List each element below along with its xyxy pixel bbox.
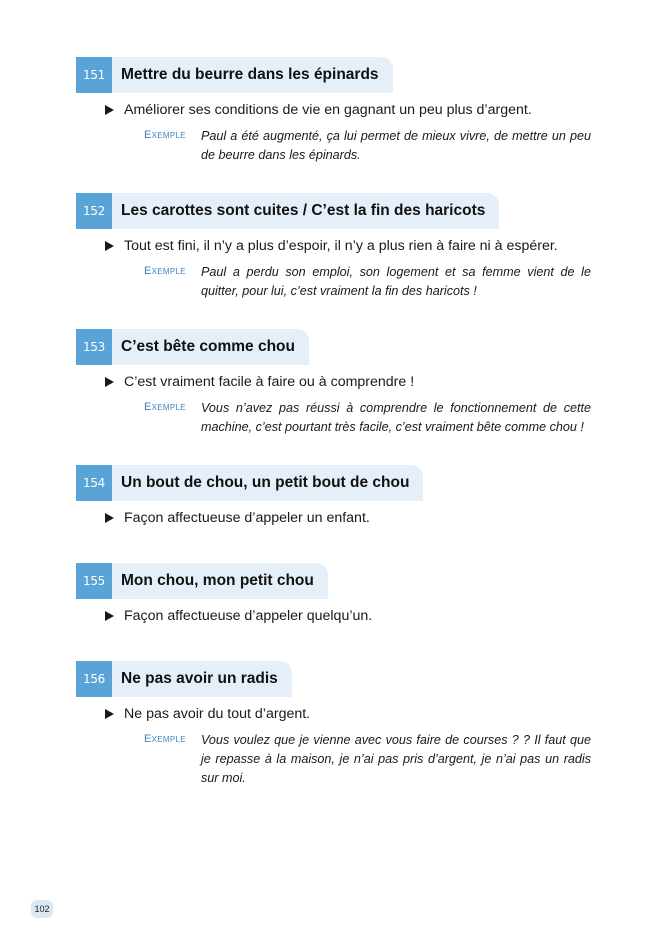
entry-header — [76, 57, 596, 93]
entry-example — [144, 127, 596, 165]
entry-title: Ne pas avoir un radis — [112, 661, 292, 697]
example-label: Exemple — [144, 129, 186, 141]
entry-definition — [124, 705, 596, 723]
entry-number: 156 — [76, 661, 112, 697]
example-text: Vous voulez que je vienne avec vous faire de courses ? ? Il faut que je repasse à la maison, je n’ai pas pris d’argent, je n’ai pas un radis sur moi. — [201, 733, 591, 785]
definition-text: Façon affectueuse d’appeler quelqu’un. — [124, 608, 373, 624]
entry-header — [76, 661, 596, 697]
example-label: Exemple — [144, 265, 186, 277]
triangle-bullet-icon — [105, 709, 114, 719]
definition-text: Tout est fini, il n’y a plus d’espoir, il n’y a plus rien à faire ni à espérer. — [124, 238, 558, 254]
page-number: 102 — [31, 900, 53, 918]
definition-text: Façon affectueuse d’appeler un enfant. — [124, 510, 370, 526]
entry-title: Les carottes sont cuites / C’est la fin des haricots — [112, 193, 499, 229]
triangle-bullet-icon — [105, 611, 114, 621]
definition-text: Améliorer ses conditions de vie en gagnant un peu plus d’argent. — [124, 102, 532, 118]
entry-number: 154 — [76, 465, 112, 501]
definition-text: Ne pas avoir du tout d’argent. — [124, 706, 311, 722]
entry-example — [144, 731, 596, 788]
entry-definition — [124, 373, 596, 391]
entry-header — [76, 329, 596, 365]
example-text: Paul a perdu son emploi, son logement et sa femme vient de le quitter, pour lui, c’est vraiment la fin des haricots ! — [201, 265, 591, 298]
entry-example — [144, 399, 596, 437]
entry-title: C’est bête comme chou — [112, 329, 309, 365]
entry-definition — [124, 509, 596, 527]
triangle-bullet-icon — [105, 513, 114, 523]
example-text: Paul a été augmenté, ça lui permet de mieux vivre, de mettre un peu de beurre dans les épinards. — [201, 129, 591, 162]
entry-156 — [76, 661, 596, 788]
example-text: Vous n’avez pas réussi à comprendre le fonctionnement de cette machine, c’est pourtant très facile, c’est vraiment bête comme chou ! — [201, 401, 591, 434]
example-label: Exemple — [144, 733, 186, 745]
entry-definition — [124, 237, 596, 255]
triangle-bullet-icon — [105, 377, 114, 387]
example-label: Exemple — [144, 401, 186, 413]
entry-definition — [124, 101, 596, 119]
entry-title: Un bout de chou, un petit bout de chou — [112, 465, 423, 501]
entry-header — [76, 193, 596, 229]
entry-151 — [76, 57, 596, 165]
entry-154 — [76, 465, 596, 527]
entry-number: 153 — [76, 329, 112, 365]
entry-number: 152 — [76, 193, 112, 229]
entry-title: Mon chou, mon petit chou — [112, 563, 328, 599]
definition-text: C’est vraiment facile à faire ou à comprendre ! — [124, 374, 415, 390]
entry-header — [76, 563, 596, 599]
entry-header — [76, 465, 596, 501]
entry-155 — [76, 563, 596, 625]
entry-definition — [124, 607, 596, 625]
entry-152 — [76, 193, 596, 301]
triangle-bullet-icon — [105, 241, 114, 251]
entry-number: 151 — [76, 57, 112, 93]
entry-153 — [76, 329, 596, 437]
triangle-bullet-icon — [105, 105, 114, 115]
entry-title: Mettre du beurre dans les épinards — [112, 57, 393, 93]
entry-number: 155 — [76, 563, 112, 599]
entry-example — [144, 263, 596, 301]
